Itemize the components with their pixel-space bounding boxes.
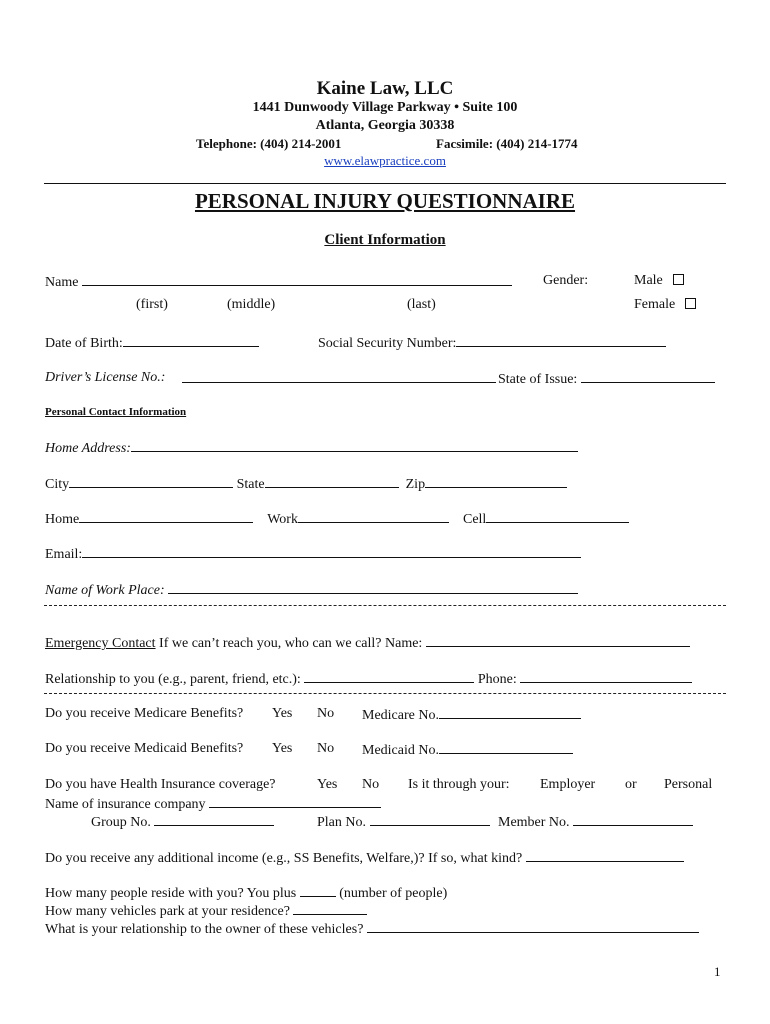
insurance-company-label: Name of insurance company [45, 797, 206, 812]
medicaid-number-label: Medicaid No. [362, 743, 439, 758]
city-state-zip-row [45, 475, 567, 493]
home-address-label: Home Address: [45, 441, 131, 456]
insurance-company-field[interactable] [209, 795, 381, 808]
female-label: Female [634, 297, 676, 312]
relationship-field[interactable] [304, 670, 474, 683]
home-address-row [45, 439, 578, 457]
relationship-label: Relationship to you (e.g., parent, friend, etc.): [45, 672, 301, 687]
divider-dashed-2 [44, 693, 726, 694]
male-label: Male [634, 273, 663, 288]
home-phone-field[interactable] [79, 510, 253, 523]
medicaid-question: Do you receive Medicaid Benefits? [45, 741, 244, 756]
insurance-through-label: Is it through your: [408, 777, 510, 792]
emergency-contact-label: Emergency Contact [45, 636, 156, 651]
male-checkbox[interactable] [673, 274, 684, 285]
dob-label: Date of Birth: [45, 336, 123, 351]
website-link[interactable]: www.elawpractice.com [324, 153, 446, 168]
drivers-license-field[interactable] [182, 370, 496, 383]
state-of-issue-field[interactable] [581, 370, 715, 383]
female-option [634, 297, 696, 313]
emergency-name-field[interactable] [426, 634, 690, 647]
member-number-label: Member No. [498, 815, 570, 830]
vehicles-count-field[interactable] [293, 902, 367, 915]
member-number-field[interactable] [573, 813, 693, 826]
state-of-issue-row [498, 370, 715, 388]
drivers-license-label: Driver’s License No.: [45, 370, 166, 385]
name-row [45, 273, 512, 291]
city-field[interactable] [69, 475, 233, 488]
insurance-or: or [625, 777, 637, 792]
page-number: 1 [714, 964, 721, 979]
work-phone-field[interactable] [298, 510, 449, 523]
email-field[interactable] [82, 545, 581, 558]
firm-name: Kaine Law, LLC [316, 78, 454, 99]
medicaid-no[interactable]: No [317, 741, 335, 756]
medicare-number-row [362, 706, 581, 724]
insurance-no[interactable]: No [362, 777, 380, 792]
income-row [45, 849, 684, 867]
owner-question: What is your relationship to the owner of these vehicles? [45, 922, 364, 937]
address-line-2: Atlanta, Georgia 30338 [315, 118, 455, 133]
medicare-number-field[interactable] [439, 706, 581, 719]
dob-field[interactable] [123, 334, 259, 347]
email-row [45, 545, 581, 563]
ssn-field[interactable] [456, 334, 666, 347]
home-phone-label: Home [45, 512, 80, 527]
income-field[interactable] [526, 849, 684, 862]
divider-dashed-1 [44, 605, 726, 606]
medicaid-number-row [362, 741, 573, 759]
vehicles-row [45, 902, 367, 920]
state-of-issue-label: State of Issue: [498, 372, 578, 387]
section-personal-contact: Personal Contact Information [45, 406, 187, 418]
emergency-phone-label: Phone: [477, 672, 517, 687]
plan-number-row [317, 813, 490, 831]
insurance-company-row [45, 795, 381, 813]
reside-row [45, 884, 447, 902]
city-label: City [45, 477, 70, 492]
medicare-no[interactable]: No [317, 706, 335, 721]
ssn-label: Social Security Number: [318, 336, 457, 351]
name-field[interactable] [82, 273, 512, 286]
cell-phone-field[interactable] [486, 510, 629, 523]
cell-phone-label: Cell [462, 512, 487, 527]
first-label: (first) [136, 297, 168, 312]
medicare-number-label: Medicare No. [362, 708, 439, 723]
workplace-field[interactable] [168, 581, 578, 594]
name-label: Name [45, 275, 79, 290]
workplace-row [45, 581, 578, 599]
workplace-label: Name of Work Place: [45, 583, 165, 598]
member-number-row [498, 813, 693, 831]
zip-label: Zip [405, 477, 426, 492]
phones-row [45, 510, 629, 528]
last-label: (last) [407, 297, 436, 312]
male-option [634, 273, 684, 289]
plan-number-field[interactable] [370, 813, 490, 826]
insurance-yes[interactable]: Yes [317, 777, 338, 792]
header-rule [44, 183, 726, 184]
medicaid-number-field[interactable] [439, 741, 573, 754]
group-number-field[interactable] [154, 813, 274, 826]
address-line-1: 1441 Dunwoody Village Parkway • Suite 100 [252, 100, 518, 115]
home-address-field[interactable] [131, 439, 578, 452]
owner-row [45, 920, 699, 938]
owner-relationship-field[interactable] [367, 920, 699, 933]
middle-label: (middle) [227, 297, 276, 312]
medicare-yes[interactable]: Yes [272, 706, 293, 721]
telephone: Telephone: (404) 214-2001 [196, 136, 342, 151]
insurance-employer-option[interactable]: Employer [540, 777, 596, 792]
insurance-question: Do you have Health Insurance coverage? [45, 777, 276, 792]
email-label: Email: [45, 547, 83, 562]
state-field[interactable] [265, 475, 399, 488]
facsimile: Facsimile: (404) 214-1774 [436, 136, 578, 151]
work-phone-label: Work [267, 512, 298, 527]
vehicles-question: How many vehicles park at your residence? [45, 904, 290, 919]
section-client-information: Client Information [324, 232, 446, 248]
emergency-row [45, 634, 690, 652]
emergency-phone-field[interactable] [520, 670, 692, 683]
reside-suffix: (number of people) [339, 886, 448, 901]
income-question: Do you receive any additional income (e.g., SS Benefits, Welfare,)? If so, what kind? [45, 851, 523, 866]
medicaid-yes[interactable]: Yes [272, 741, 293, 756]
page-title: PERSONAL INJURY QUESTIONNAIRE [194, 189, 576, 213]
ssn-row [318, 334, 666, 352]
female-checkbox[interactable] [685, 298, 696, 309]
state-label: State [236, 477, 265, 492]
group-number-label: Group No. [91, 815, 151, 830]
group-number-row [91, 813, 274, 831]
plan-number-label: Plan No. [317, 815, 366, 830]
zip-field[interactable] [425, 475, 567, 488]
reside-question: How many people reside with you? You plus [45, 886, 297, 901]
reside-count-field[interactable] [300, 884, 336, 897]
relationship-row [45, 670, 692, 688]
dob-row [45, 334, 259, 352]
emergency-question: If we can’t reach you, who can we call? Name: [155, 636, 423, 651]
insurance-personal-option[interactable]: Personal [664, 777, 713, 792]
medicare-question: Do you receive Medicare Benefits? [45, 706, 244, 721]
gender-label: Gender: [543, 273, 589, 288]
